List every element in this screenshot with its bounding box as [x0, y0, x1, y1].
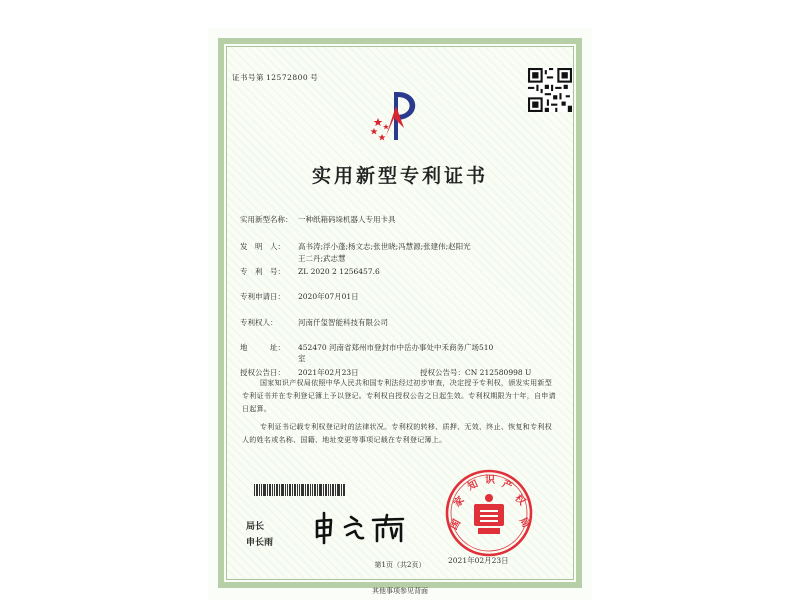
- seal-date: 2021年02月23日: [448, 556, 509, 565]
- signature-title-director: 局长: [246, 522, 265, 532]
- field-inventors-line2: 王二丹;武志慧: [298, 254, 346, 263]
- signature-image: [313, 511, 413, 545]
- field-inventors: 发 明 人： 高书涛;浮小蓬;杨文志;张世晓;冯慧源;张建伟;赵阳光: [240, 242, 471, 251]
- field-patent-number: 专 利 号： ZL 2020 2 1256457.6: [240, 267, 380, 276]
- cnipa-logo-icon: [364, 88, 426, 148]
- field-utility-model-name: 实用新型名称： 一种纸箱码垛机器人专用卡具: [240, 215, 396, 224]
- paragraph-legal-status: 专利证书记载专利权登记时的法律状况。专利权的转移、质押、无效、终止、恢复和专利权人的姓名或名称、国籍、地址变更等事项记载在专利登记簿上。: [242, 423, 552, 444]
- svg-text:产: 产: [500, 478, 514, 493]
- field-patentee: 专利权人： 河南仟玺智能科技有限公司: [240, 318, 388, 327]
- signature-title-name: 申长雨: [246, 538, 274, 548]
- official-seal-icon: [444, 468, 534, 558]
- svg-text:权: 权: [512, 492, 528, 508]
- certificate-number: 证书号第 12572800 号: [232, 73, 319, 82]
- svg-text:局: 局: [516, 515, 532, 530]
- certificate-paper: [208, 28, 592, 600]
- field-address-line2: 室: [298, 354, 306, 363]
- field-address: 地 址： 452470 河南省郑州市登封市中岳办事处中禾商务广场510: [240, 343, 494, 352]
- svg-text:国: 国: [448, 517, 464, 532]
- svg-text:识: 识: [485, 475, 495, 486]
- barcode-icon: [254, 484, 346, 496]
- svg-text:家: 家: [451, 494, 467, 510]
- certificate-title: 实用新型专利证书: [311, 165, 488, 187]
- footer-note: 其他事项参见背面: [372, 587, 428, 595]
- paragraph-grant: 国家知识产权局依照中华人民共和国专利法经过初步审查，决定授予专利权，颁发实用新型专利证书并在专利登记簿上予以登记。专利权自授权公告之日起生效。专利权期限为十年，自申请日起算。: [242, 379, 556, 413]
- page-number: 第1页（共2页）: [374, 561, 426, 569]
- field-grant-date: 授权公告日： 2021年02月23日 授权公告号：CN 212580998 U: [240, 368, 532, 377]
- qr-code-icon: [528, 68, 572, 112]
- certificate-number-value: 12572800: [266, 73, 309, 82]
- field-application-date: 专利申请日： 2020年07月01日: [240, 292, 359, 301]
- svg-text:知: 知: [466, 478, 480, 493]
